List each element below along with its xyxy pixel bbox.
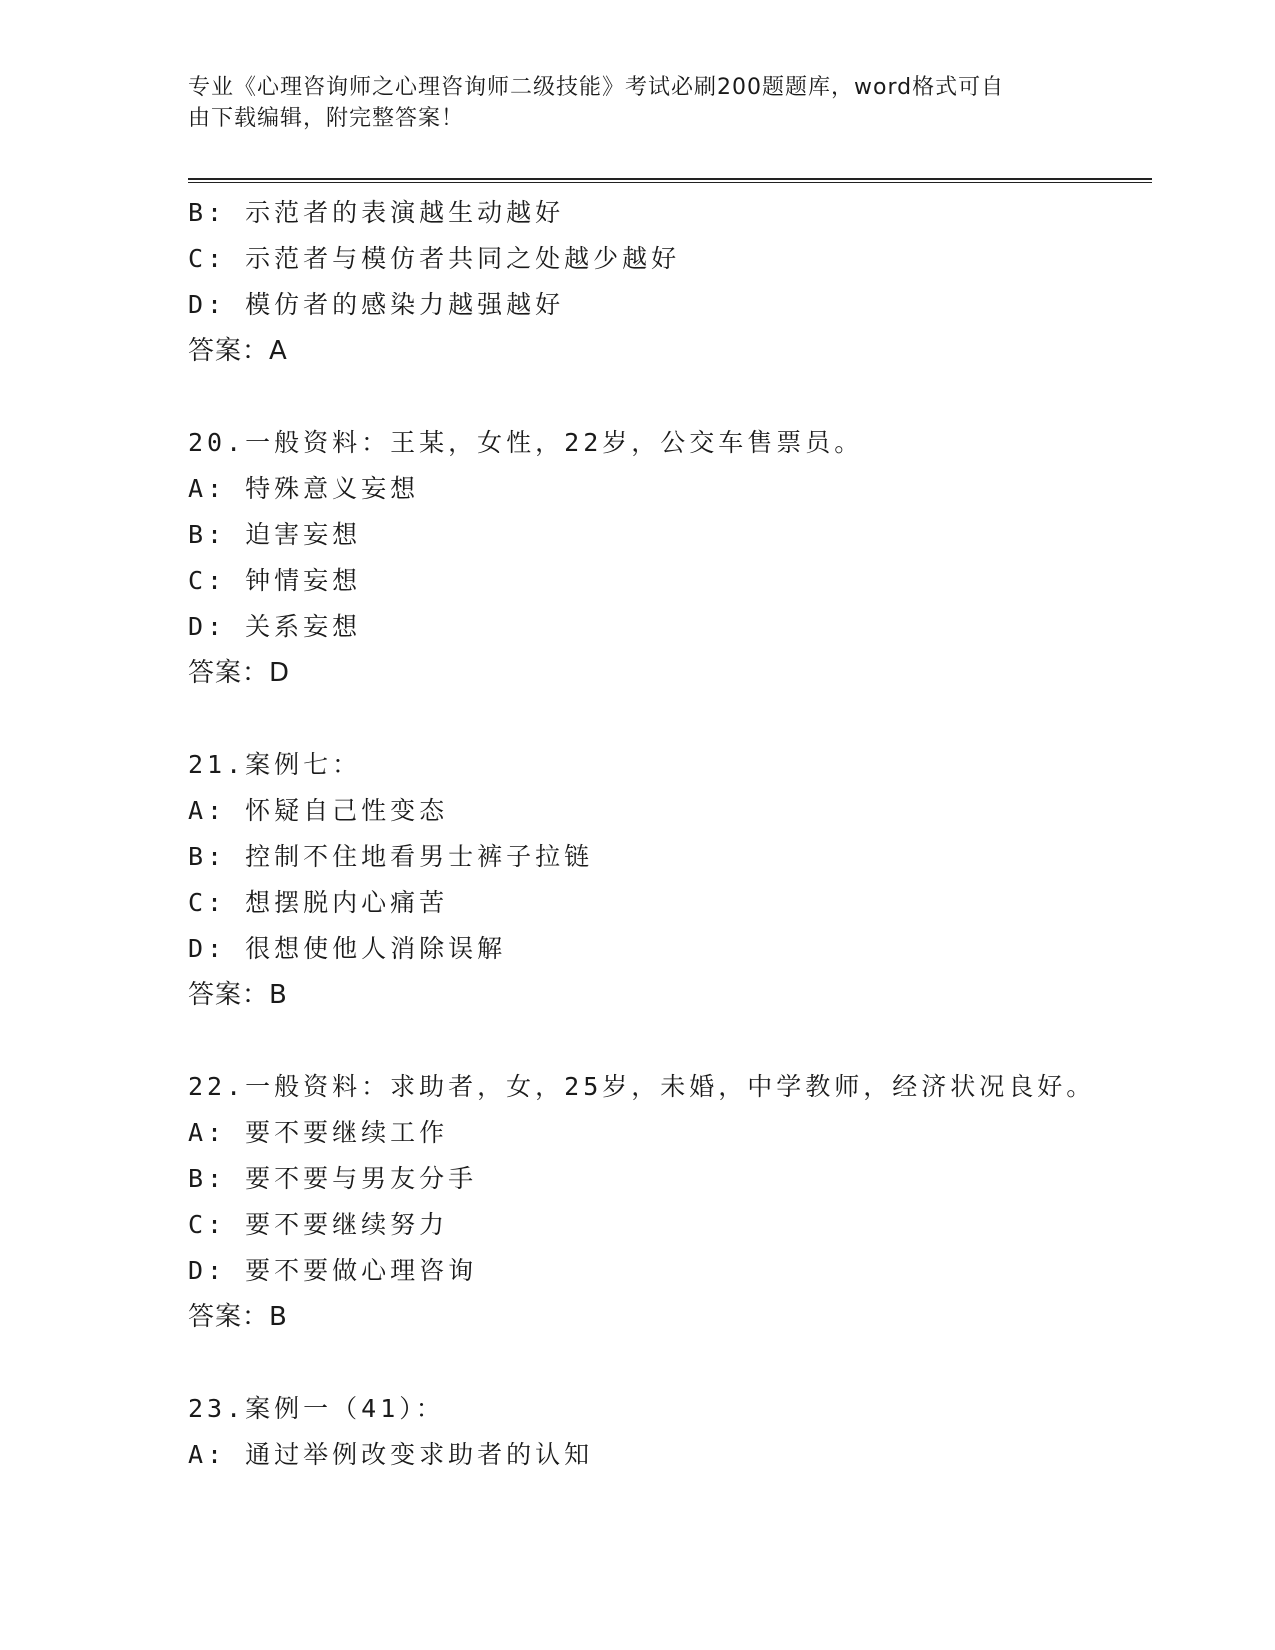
question-stem: 22.一般资料：求助者，女，25岁，未婚，中学教师，经济状况良好。: [188, 1072, 1096, 1101]
option-b: B: 控制不住地看男士裤子拉链: [188, 842, 594, 871]
document-header: [188, 72, 1068, 134]
option-d: D: 要不要做心理咨询: [188, 1256, 478, 1285]
question-stem: 20.一般资料：王某，女性，22岁，公交车售票员。: [188, 428, 864, 457]
option-b: B: 迫害妄想: [188, 520, 362, 549]
header-divider-thick: [188, 178, 1152, 180]
option-b: B: 示范者的表演越生动越好: [188, 198, 565, 227]
option-c: C: 要不要继续努力: [188, 1210, 449, 1239]
answer-line: 答案：B: [188, 1302, 288, 1332]
header-divider-thin: [188, 182, 1152, 183]
option-d: D: 模仿者的感染力越强越好: [188, 290, 565, 319]
header-line-1: 专业《心理咨询师之心理咨询师二级技能》考试必刷200题题库，word格式可自: [188, 75, 1005, 100]
option-a: A: 怀疑自己性变态: [188, 796, 449, 825]
option-c: C: 示范者与模仿者共同之处越少越好: [188, 244, 681, 273]
answer-line: 答案：A: [188, 336, 288, 366]
question-stem: 23.案例一（41）：: [188, 1394, 445, 1423]
question-stem: 21.案例七：: [188, 750, 362, 779]
option-c: C: 钟情妄想: [188, 566, 362, 595]
option-d: D: 关系妄想: [188, 612, 362, 641]
option-c: C: 想摆脱内心痛苦: [188, 888, 449, 917]
option-d: D: 很想使他人消除误解: [188, 934, 507, 963]
option-a: A: 要不要继续工作: [188, 1118, 449, 1147]
option-b: B: 要不要与男友分手: [188, 1164, 478, 1193]
question-list: [188, 190, 1148, 1478]
answer-line: 答案：D: [188, 658, 291, 688]
option-a: A: 特殊意义妄想: [188, 474, 420, 503]
header-line-2: 由下载编辑，附完整答案！: [188, 106, 465, 131]
option-a: A: 通过举例改变求助者的认知: [188, 1440, 594, 1469]
answer-line: 答案：B: [188, 980, 288, 1010]
